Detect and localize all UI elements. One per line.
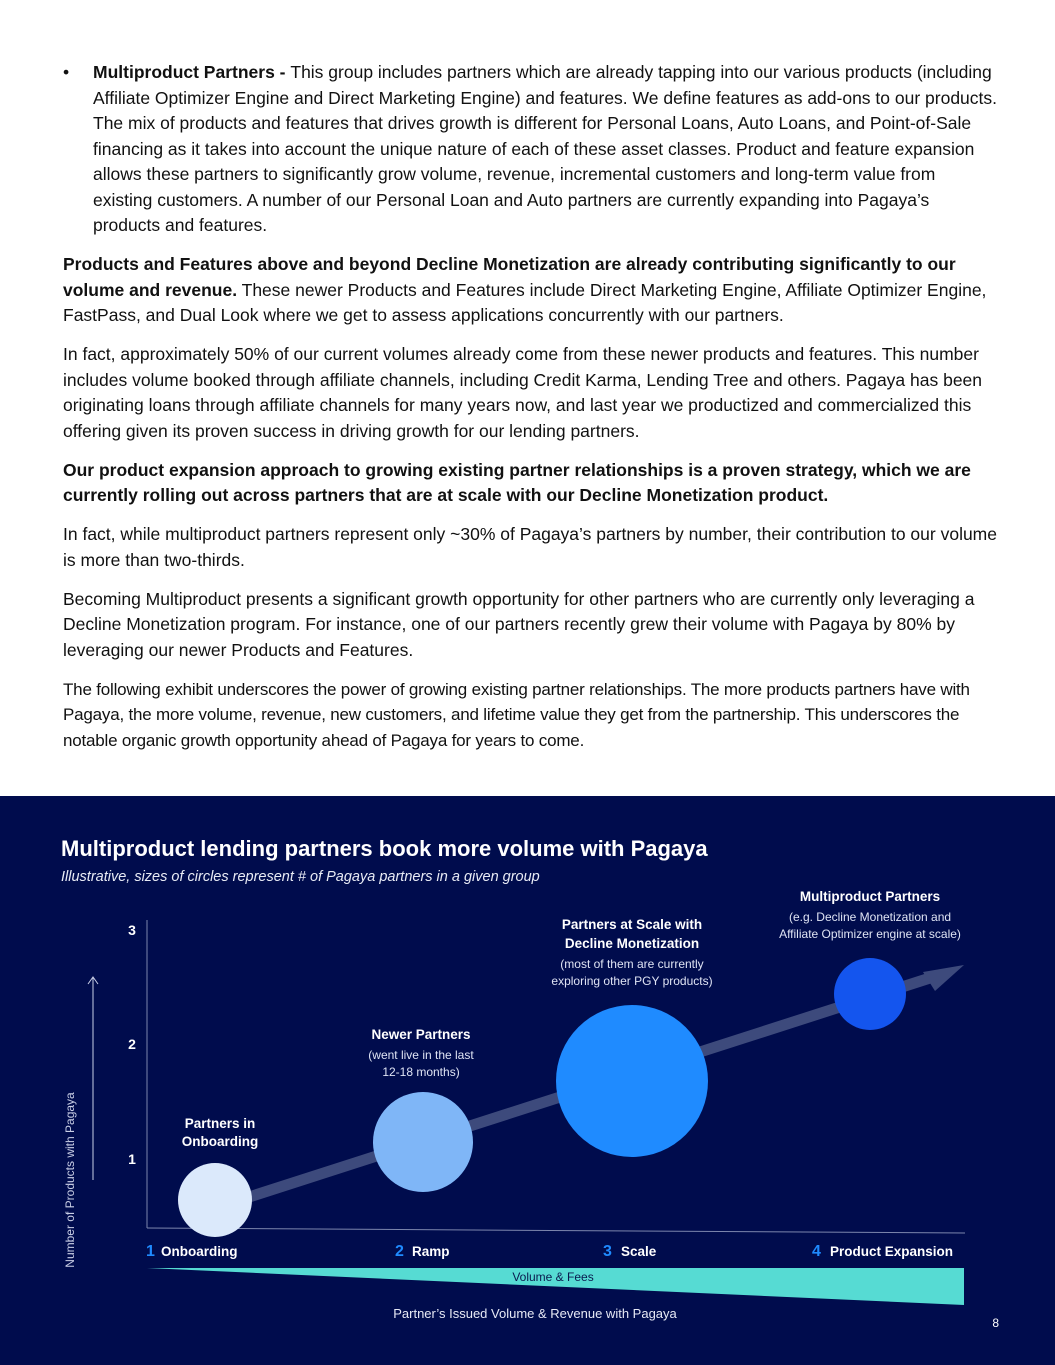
page-number: 8 [992,1316,999,1330]
group-4-note-line1: (e.g. Decline Monetization and [788,910,952,924]
paragraph-2: In fact, approximately 50% of our current volumes already come from these newer products and features. This number includes volume booked through affiliate channels, including Credit Karma, Lending Tree and others. Pagaya has been originating loans through affiliate channels for many years now, and last year we productized and commercialized this offering given its proven success in driving growth for our lending partners. [63,344,983,441]
group-2-note-line1: (went live in the last [368,1048,474,1062]
group-3-note-line1: (most of them are currently [560,957,704,971]
group-3-title-line2: Decline Monetization [564,936,700,951]
growth-arrow-head [923,965,964,991]
group-3-title-line1: Partners at Scale with [561,917,703,932]
bullet-multiproduct-partners [63,60,998,239]
stage-2-label: Ramp [412,1244,450,1259]
y-tick-2: 2 [128,1036,136,1052]
stage-3-number: 3 [603,1243,612,1260]
exhibit-panel [0,796,1055,1365]
group-2-title: Newer Partners [371,1027,471,1042]
x-axis [147,1228,965,1233]
exhibit-title: Multiproduct lending partners book more volume with Pagaya [61,836,708,861]
stage-4-number: 4 [812,1243,821,1260]
stage-4-label: Product Expansion [830,1244,954,1259]
paragraph-1-text: These newer Products and Features include Direct Marketing Engine, Affiliate Optimizer Engine, FastPass, and Dual Look where we get to assess applications concurrently with our partners. [63,279,987,325]
y-tick-1: 1 [128,1151,136,1167]
stage-1-number: 1 [146,1243,155,1260]
stage-3-label: Scale [621,1244,657,1259]
x-axis-label: Partner’s Issued Volume & Revenue with Pagaya [393,1306,677,1321]
paragraph-6: The following exhibit underscores the power of growing existing partner relationships. The more products partners have with Pagaya, the more volume, revenue, new customers, and lifetime value they get from the partnership. This underscores the notable organic growth opportunity ahead of Pagaya for years to come. [63,679,970,750]
paragraph-1 [63,252,998,329]
exhibit-chart [0,796,1055,1365]
exhibit-subtitle: Illustrative, sizes of circles represent # of Pagaya partners in a given group [61,869,540,885]
group-1-title-line2: Onboarding [181,1134,259,1149]
group-1-title-line1: Partners in [184,1116,256,1131]
paragraph-3 [63,458,998,509]
y-axis-label: Number of Products with Pagaya [63,1092,77,1268]
group-4-title: Multiproduct Partners [799,889,941,904]
paragraph-3-bold: Our product expansion approach to growing existing partner relationships is a proven strategy, which we are currently rolling out across partners that are at scale with our Decline Monetization product. [63,459,971,505]
stage-1-label: Onboarding [161,1244,238,1259]
y-tick-3: 3 [128,922,136,938]
group-3-note-line2: exploring other PGY products) [551,974,713,988]
circle-onboarding [178,1163,252,1237]
group-4-note-line2: Affiliate Optimizer engine at scale) [779,927,961,941]
bullet-text: This group includes partners which are already tapping into our various products (including Affiliate Optimizer Engine and Direct Marketing Engine) and features. We define features as add-ons to our products. The mix of products and features that drives growth is different for Personal Loans, Auto Loans, and Point-of-Sale financing as it takes into account the unique nature of each of these asset classes. Product and feature expansion allows these partners to significantly grow volume, revenue, incremental customers and long-term value from existing customers. A number of our Personal Loan and Auto partners are currently expanding into Pagaya’s products and features. [93,62,998,235]
paragraph-1-bold: Products and Features above and beyond Decline Monetization are already contributing significantly to our volume and revenue. [63,254,956,300]
stage-2-number: 2 [395,1243,404,1260]
circle-multiproduct [834,958,906,1030]
paragraph-5: Becoming Multiproduct presents a significant growth opportunity for other partners who are currently only leveraging a Decline Monetization program. For instance, one of our partners recently grew their volume with Pagaya by 80% by leveraging our newer Products and Features. [63,588,975,660]
volume-wedge-label: Volume & Fees [512,1270,594,1284]
body-text [63,60,998,767]
group-2-note-line2: 12-18 months) [382,1065,460,1079]
bullet-dot: • [63,62,70,82]
bullet-lead: Multiproduct Partners - [93,62,291,82]
paragraph-4: In fact, while multiproduct partners represent only ~30% of Pagaya’s partners by number, their contribution to our volume is more than two-thirds. [63,524,997,570]
circle-newer-partners [373,1092,473,1192]
circle-scale [556,1005,708,1157]
